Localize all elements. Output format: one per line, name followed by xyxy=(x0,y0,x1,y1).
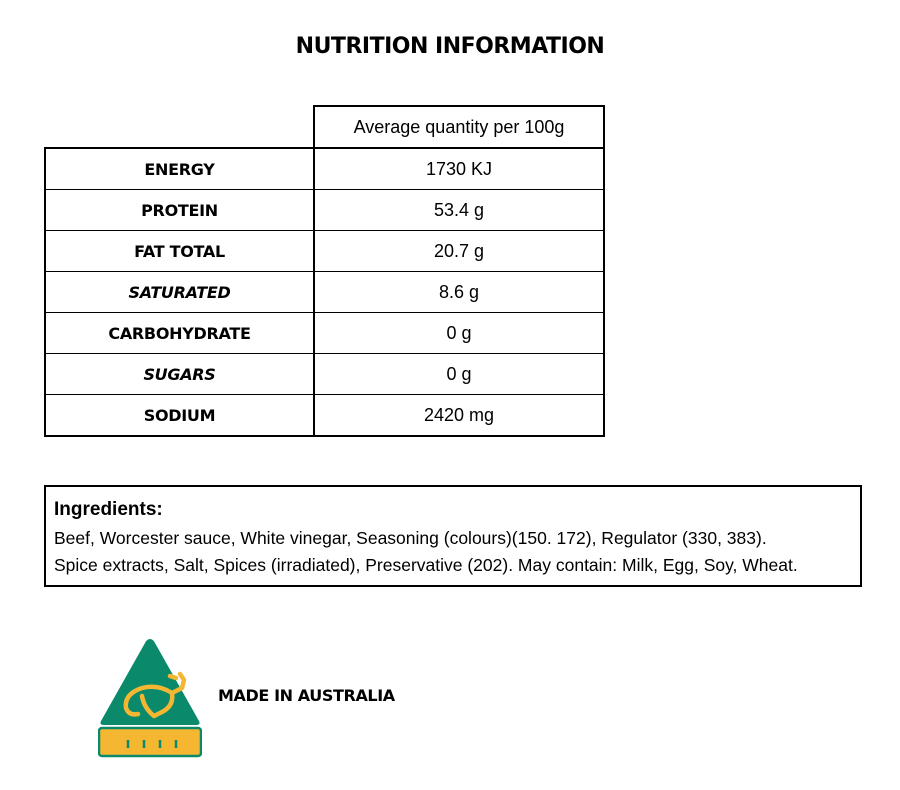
nutrient-label: SUGARS xyxy=(45,354,314,395)
table-corner-cell xyxy=(45,106,314,148)
ingredients-box xyxy=(44,485,862,587)
made-in-australia-label: MADE IN AUSTRALIA xyxy=(218,686,395,705)
table-row xyxy=(45,231,604,272)
australian-made-kangaroo-logo-icon xyxy=(98,636,202,758)
table-row xyxy=(45,313,604,354)
nutrient-label: SATURATED xyxy=(45,272,314,313)
ingredients-line-2: Spice extracts, Salt, Spices (irradiated), Preservative (202). May contain: Milk, Egg, Soy, Wheat. xyxy=(54,555,798,575)
table-row xyxy=(45,148,604,190)
page-title: NUTRITION INFORMATION xyxy=(295,34,605,59)
ingredients-line-1: Beef, Worcester sauce, White vinegar, Seasoning (colours)(150. 172), Regulator (330, 383). xyxy=(54,528,767,548)
nutrient-label: ENERGY xyxy=(45,148,314,190)
table-row xyxy=(45,190,604,231)
table-row xyxy=(45,272,604,313)
ingredients-heading: Ingredients: xyxy=(54,499,163,520)
table-row xyxy=(45,354,604,395)
nutrient-label: FAT TOTAL xyxy=(45,231,314,272)
table-header-row xyxy=(45,106,604,148)
nutrient-value: 0 g xyxy=(314,313,604,354)
nutrient-value: 0 g xyxy=(314,354,604,395)
nutrient-value: 8.6 g xyxy=(314,272,604,313)
nutrient-value: 53.4 g xyxy=(314,190,604,231)
nutrient-value: 20.7 g xyxy=(314,231,604,272)
nutrient-label: CARBOHYDRATE xyxy=(45,313,314,354)
nutrient-value: 1730 KJ xyxy=(314,148,604,190)
nutrient-label: SODIUM xyxy=(45,395,314,437)
column-header: Average quantity per 100g xyxy=(314,106,604,148)
nutrient-value: 2420 mg xyxy=(314,395,604,437)
nutrient-label: PROTEIN xyxy=(45,190,314,231)
nutrition-table xyxy=(44,105,605,437)
table-row xyxy=(45,395,604,437)
